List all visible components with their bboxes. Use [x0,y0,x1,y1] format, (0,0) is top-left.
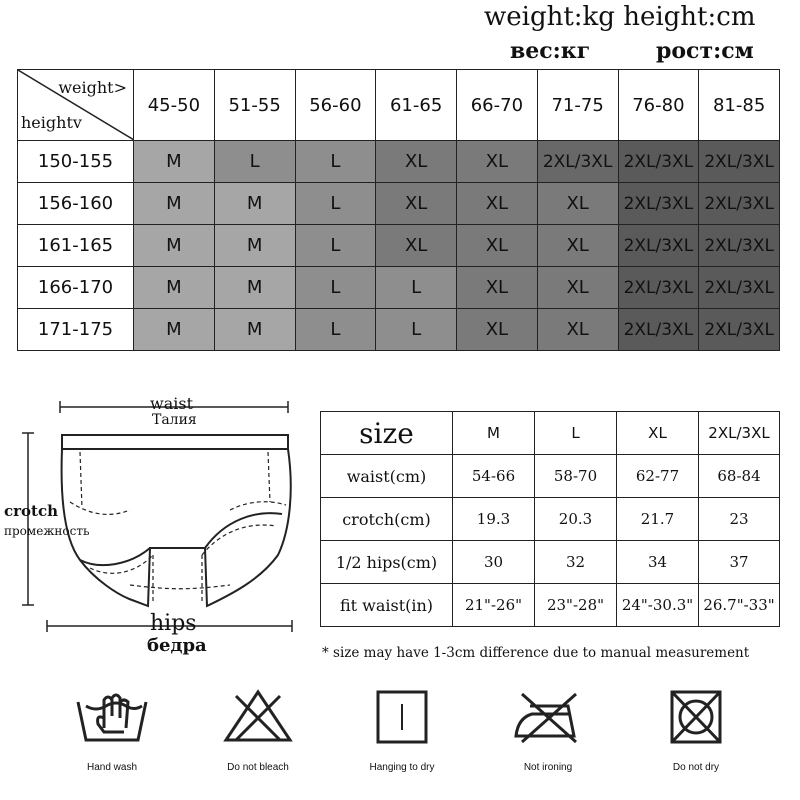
size-cell: L [376,309,457,351]
table-row [321,498,780,541]
care-item-hang-dry [347,688,457,773]
size-cell: L [376,267,457,309]
weight-header: 71-75 [537,70,618,141]
measure-value: 21"-26" [453,584,535,627]
size-cell: XL [457,183,538,225]
table-row [18,183,780,225]
size-header: M [453,412,535,455]
hips-label-ru: бедра [147,635,207,656]
measure-value: 58-70 [535,455,617,498]
measure-label: waist(cm) [321,455,453,498]
size-cell: XL [537,225,618,267]
care-label: Do not dry [672,762,720,773]
size-header-label: size [321,412,453,455]
measure-value: 20.3 [535,498,617,541]
measure-value: 37 [699,541,780,584]
crotch-label: crotch [4,502,59,520]
size-cell: XL [537,267,618,309]
care-item-no-tumble-dry [641,688,751,773]
size-cell: M [134,141,215,183]
measure-value: 30 [453,541,535,584]
size-cell: XL [457,141,538,183]
measure-value: 23 [699,498,780,541]
size-cell: 2XL/3XL [537,141,618,183]
measure-value: 24"-30.3" [617,584,699,627]
weight-header: 66-70 [457,70,538,141]
size-cell: L [214,141,295,183]
size-cell: XL [457,309,538,351]
measure-value: 19.3 [453,498,535,541]
table-corner [18,70,134,141]
size-cell: XL [457,225,538,267]
hips-label: hips [150,611,197,636]
measure-value: 21.7 [617,498,699,541]
size-cell: L [295,267,376,309]
size-cell: 2XL/3XL [618,267,699,309]
panties-outline [62,449,291,606]
measure-value: 68-84 [699,455,780,498]
table-row [18,267,780,309]
units-ru-height: рост:см [656,38,754,64]
weight-header: 56-60 [295,70,376,141]
size-cell: M [134,183,215,225]
size-cell: M [214,225,295,267]
size-cell: XL [457,267,538,309]
size-cell: XL [537,183,618,225]
units-ru-weight: вес:кг [510,38,591,64]
size-header: XL [617,412,699,455]
size-cell: 2XL/3XL [618,309,699,351]
care-label: Hand wash [86,762,138,773]
measure-value: 54-66 [453,455,535,498]
weight-header: 81-85 [699,70,780,141]
size-cell: XL [537,309,618,351]
care-item-no-bleach [203,688,313,773]
size-cell: M [214,309,295,351]
table-row [18,309,780,351]
height-header: 161-165 [18,225,134,267]
size-cell: 2XL/3XL [699,183,780,225]
units-heading: weight:kg height:cm [484,2,756,32]
size-cell: L [295,309,376,351]
size-header: 2XL/3XL [699,412,780,455]
size-cell: M [214,183,295,225]
weight-header: 76-80 [618,70,699,141]
weight-header: 61-65 [376,70,457,141]
size-cell: M [214,267,295,309]
size-cell: 2XL/3XL [618,141,699,183]
measure-label: crotch(cm) [321,498,453,541]
size-cell: M [134,267,215,309]
size-cell: M [134,225,215,267]
size-cell: 2XL/3XL [618,225,699,267]
crotch-label-ru: промежность [4,524,90,538]
size-cell: 2XL/3XL [699,141,780,183]
table-row [18,225,780,267]
table-row [321,455,780,498]
waist-label-ru: Талия [152,412,197,428]
measurement-note: * size may have 1-3cm difference due to manual measurement [322,645,750,661]
size-cell: XL [376,183,457,225]
care-label: Hanging to dry [369,762,435,773]
size-cell: 2XL/3XL [699,309,780,351]
measure-label: 1/2 hips(cm) [321,541,453,584]
height-header: 166-170 [18,267,134,309]
measure-value: 23"-28" [535,584,617,627]
care-item-no-iron [493,688,603,773]
measure-value: 26.7"-33" [699,584,780,627]
size-cell: L [295,183,376,225]
height-header: 171-175 [18,309,134,351]
size-cell: 2XL/3XL [699,225,780,267]
measure-label: fit waist(in) [321,584,453,627]
table-row [321,541,780,584]
size-cell: 2XL/3XL [699,267,780,309]
weight-header: 45-50 [134,70,215,141]
no-iron-icon [508,688,588,744]
corner-weight-label: weight> [58,78,127,97]
hand-wash-icon [72,688,152,744]
waist-label: waist [150,394,193,413]
size-cell: 2XL/3XL [618,183,699,225]
size-cell: L [295,225,376,267]
care-label: Not ironing [523,762,573,773]
size-cell: XL [376,141,457,183]
measure-value: 32 [535,541,617,584]
size-header: L [535,412,617,455]
size-chart-table [17,69,780,351]
height-header: 156-160 [18,183,134,225]
no-bleach-icon [218,688,298,744]
table-row [18,141,780,183]
size-cell: M [134,309,215,351]
corner-height-label: heightv [21,113,82,132]
size-cell: L [295,141,376,183]
measure-value: 34 [617,541,699,584]
size-cell: XL [376,225,457,267]
no-tumble-dry-icon [656,688,736,744]
measurement-table [320,411,780,627]
table-row [321,584,780,627]
waistband [62,435,288,449]
hang-dry-icon [362,688,442,744]
measure-value: 62-77 [617,455,699,498]
weight-header: 51-55 [214,70,295,141]
height-header: 150-155 [18,141,134,183]
care-item-hand-wash [57,688,167,773]
care-label: Do not bleach [227,762,289,773]
